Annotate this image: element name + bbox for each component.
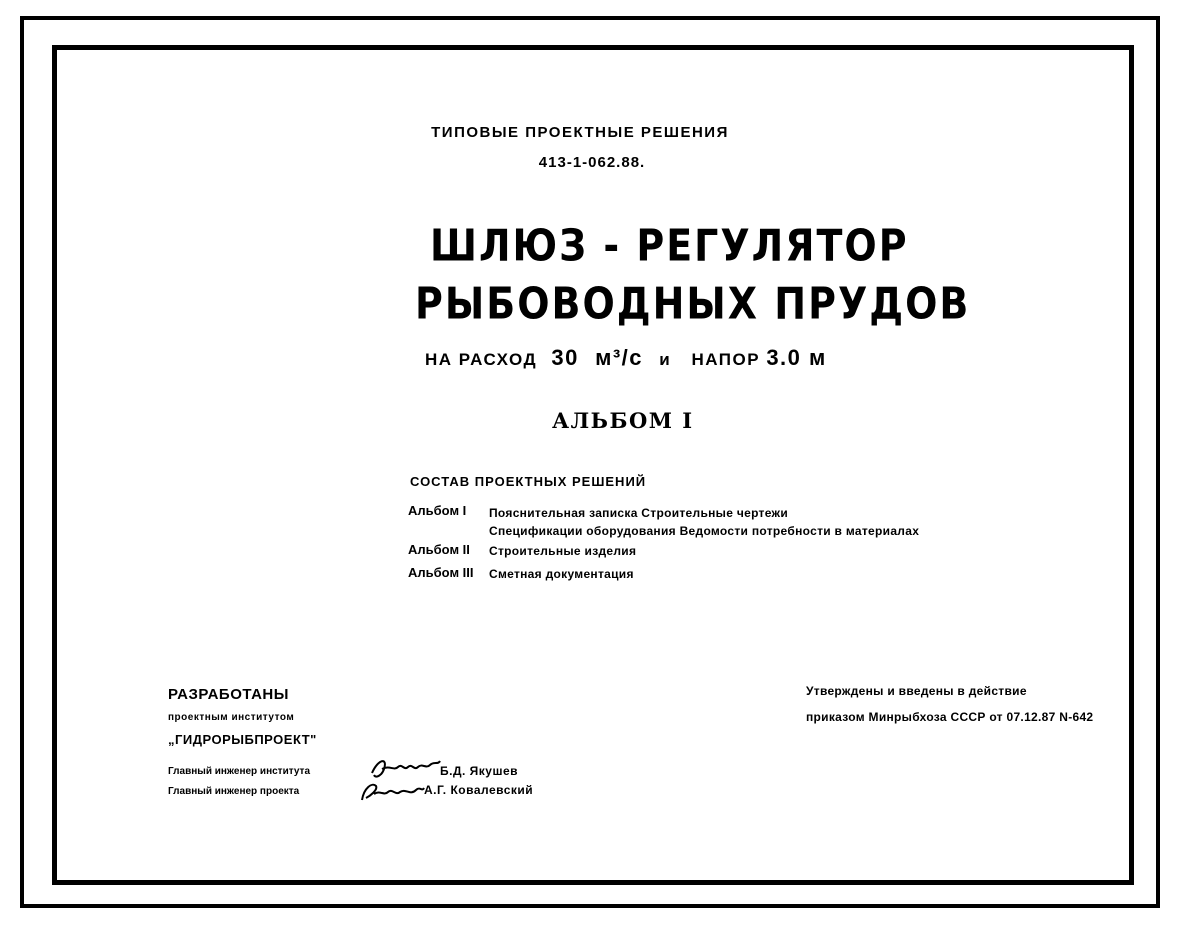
composition-item-desc: Спецификации оборудования Ведомости потребности в материалах [489,524,920,538]
signature-role-2: Главный инженер проекта [168,786,300,797]
composition-heading: СОСТАВ ПРОЕКТНЫХ РЕШЕНИЙ [410,474,647,489]
series-label: ТИПОВЫЕ ПРОЕКТНЫЕ РЕШЕНИЯ [431,124,729,141]
head-label: НАПОР [691,350,761,369]
developer-org: „ГИДРОРЫБПРОЕКТ" [168,732,317,747]
title-line-1: ШЛЮЗ - РЕГУЛЯТОР [430,220,909,271]
album-heading: АЛЬБОМ I [552,408,694,433]
composition-item-desc: Пояснительная записка Строительные чертежи [489,506,789,520]
developer-line: проектным институтом [168,712,295,723]
inner-frame [52,45,1134,885]
approval-line-2: приказом Минрыбхоза СССР от 07.12.87 N-642 [806,710,1094,724]
subtitle-prefix: НА РАСХОД [425,350,538,369]
composition-album-label: Альбом II [408,542,470,557]
composition-item-desc: Сметная документация [489,567,634,581]
series-number: 413-1-062.88. [538,154,646,171]
composition-item-desc: Строительные изделия [489,544,637,558]
title-line-2: РЫБОВОДНЫХ ПРУДОВ [415,278,971,329]
head-value: 3.0 м [766,345,827,370]
subtitle [425,345,827,371]
flow-unit: м³/с [595,345,644,370]
signature-name-2: А.Г. Ковалевский [424,783,534,797]
developer-heading: РАЗРАБОТАНЫ [168,686,289,703]
signature-2-icon [356,778,426,804]
composition-album-label: Альбом III [408,565,474,580]
composition-album-label: Альбом I [408,503,467,518]
flow-value: 30 [551,345,579,370]
signature-role-1: Главный инженер института [168,766,311,777]
signature-name-1: Б.Д. Якушев [440,764,519,778]
subtitle-conj: и [659,350,672,369]
approval-line-1: Утверждены и введены в действие [806,684,1027,698]
